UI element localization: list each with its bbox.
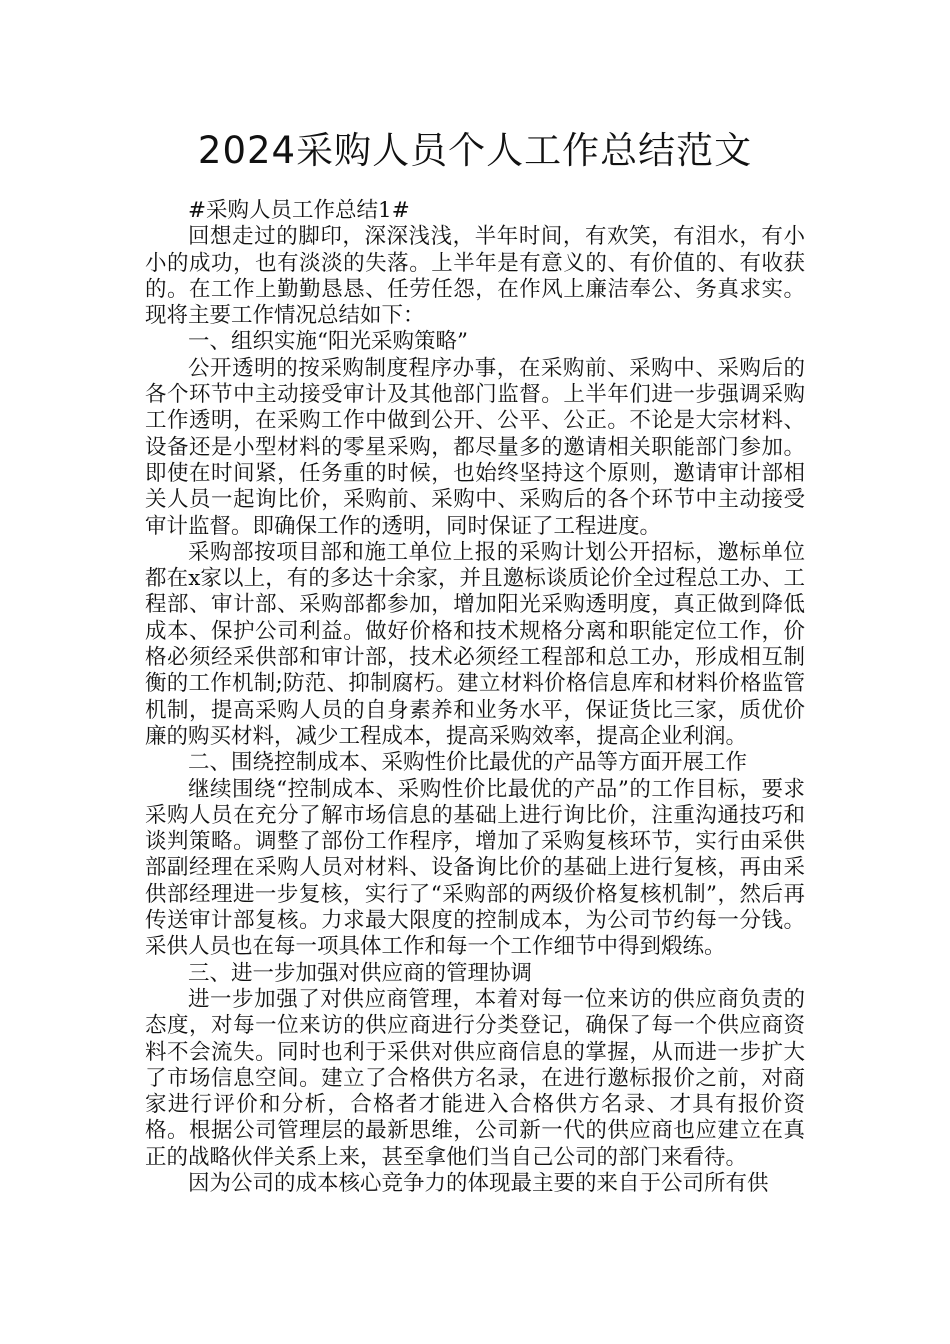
section-1-paragraph-1: 公开透明的按采购制度程序办事，在采购前、采购中、采购后的各个环节中主动接受审计及其他部门监督。上半年们进一步强调采购工作透明，在采购工作中做到公开、公平、公正。不论是大宗材料、设备还是小型材料的零星采购，都尽量多的邀请相关职能部门参加。即使在时间紧，任务重的时候，也始终坚持这个原则，邀请审计部相关人员一起询比价，采购前、采购中、采购后的各个环节中主动接受审计监督。即确保工作的透明，同时保证了工程进度。 (145, 355, 805, 539)
section-3-paragraph-2: 因为公司的成本核心竞争力的体现最主要的来自于公司所有供 (188, 1170, 769, 1196)
section-heading-1: 一、组织实施“阳光采购策略” (188, 329, 468, 355)
section-3-paragraph-1: 进一步加强了对供应商管理，本着对每一位来访的供应商负责的态度，对每一位来访的供应商进行分类登记，确保了每一个供应商资料不会流失。同时也利于采供对供应商信息的掌握，从而进一步扩大了市场信息空间。建立了合格供方名录，在进行邀标报价之前，对商家进行评价和分析，合格者才能进入合格供方名录、才具有报价资格。根据公司管理层的最新思维，公司新一代的供应商也应建立在真正的战略伙伴关系上来，甚至拿他们当自己公司的部门来看待。 (145, 986, 805, 1170)
section-heading-2: 二、围绕控制成本、采购性价比最优的产品等方面开展工作 (188, 750, 748, 776)
intro-paragraph: 回想走过的脚印，深深浅浅，半年时间，有欢笑，有泪水，有小小的成功，也有淡淡的失落。上半年是有意义的、有价值的、有收获的。在工作上勤勤恳恳、任劳任怨，在作风上廉洁奉公、务真求实。现将主要工作情况总结如下： (145, 224, 805, 329)
document-title: 2024采购人员个人工作总结范文 (197, 129, 753, 172)
document-body (145, 198, 805, 1197)
section-1-paragraph-2: 采购部按项目部和施工单位上报的采购计划公开招标，邀标单位都在x家以上，有的多达十余家，并且邀标谈质论价全过程总工办、工程部、审计部、采购部都参加，增加阳光采购透明度，真正做到降低成本、保护公司利益。做好价格和技术规格分离和职能定位工作，价格必须经采供部和审计部，技术必须经工程部和总工办，形成相互制衡的工作机制;防范、抑制腐朽。建立材料价格信息库和材料价格监管机制，提高采购人员的自身素养和业务水平，保证货比三家，质优价廉的购买材料，减少工程成本，提高采购效率，提高企业利润。 (145, 539, 805, 749)
section-2-paragraph-1: 继续围绕“控制成本、采购性价比最优的产品”的工作目标，要求采购人员在充分了解市场信息的基础上进行询比价，注重沟通技巧和谈判策略。调整了部份工作程序，增加了采购复核环节，实行由采供部副经理在采购人员对材料、设备询比价的基础上进行复核，再由采供部经理进一步复核，实行了“采购部的两级价格复核机制”，然后再传送审计部复核。力求最大限度的控制成本，为公司节约每一分钱。采供人员也在每一项具体工作和每一个工作细节中得到煅练。 (145, 776, 805, 960)
section-heading-summary-1: #采购人员工作总结1# (188, 198, 410, 223)
section-heading-3: 三、进一步加强对供应商的管理协调 (188, 960, 533, 986)
